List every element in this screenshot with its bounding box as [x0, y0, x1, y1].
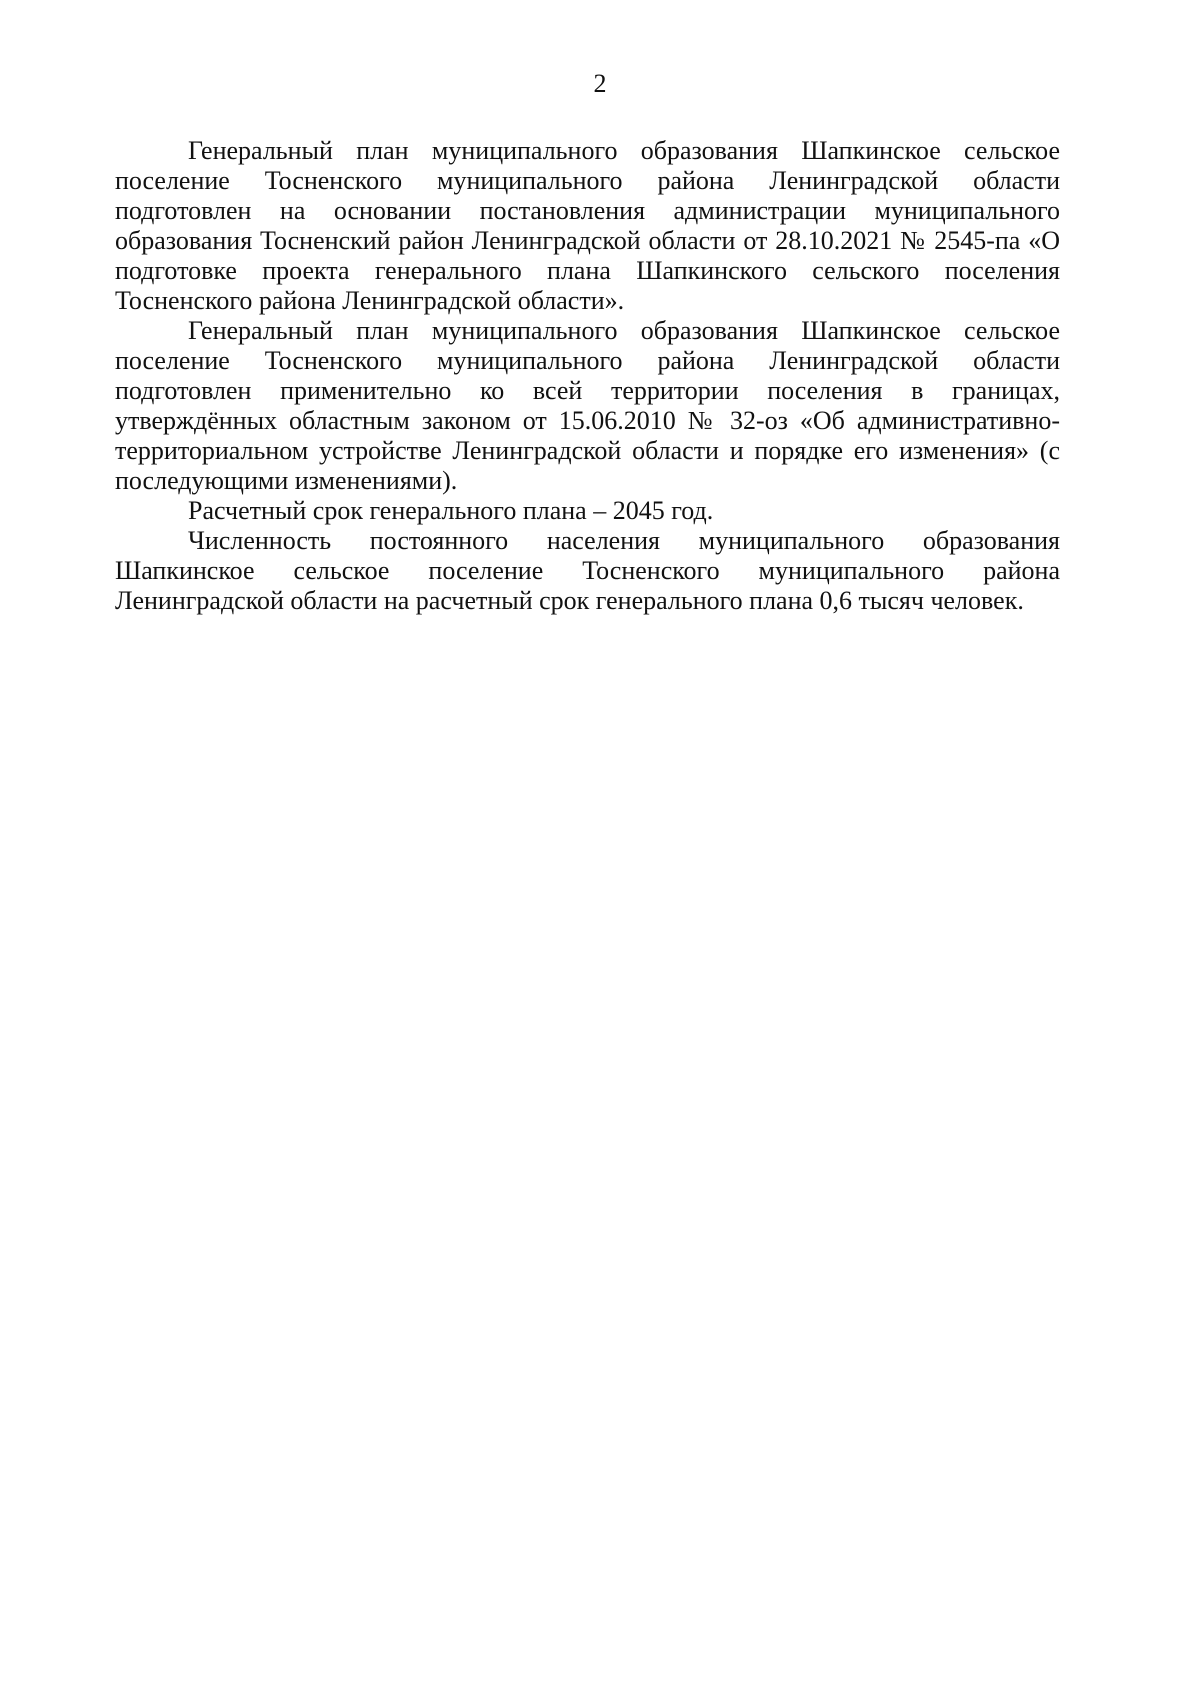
- page-number: 2: [593, 69, 607, 98]
- paragraph-term: Расчетный срок генерального плана – 2045 год.: [188, 496, 714, 525]
- body-text: [115, 136, 1060, 616]
- paragraph-territory: Генеральный план муниципального образования Шапкинское сельское поселение Тосненского муниципального района Ленинградской области подготовлен применительно ко всей территории поселения в границах, утверждённых областным законом от 15.06.2010 № 32-оз «Об административно-территориальном устройстве Ленинградской области и порядке его изменения» (с последующими изменениями).: [115, 316, 1060, 495]
- paragraph-population: Численность постоянного населения муниципального образования Шапкинское сельское поселение Тосненского муниципального района Ленинградской области на расчетный срок генерального плана 0,6 тысяч человек.: [115, 526, 1060, 615]
- paragraph-basis: Генеральный план муниципального образования Шапкинское сельское поселение Тосненского муниципального района Ленинградской области подготовлен на основании постановления администрации муниципального образования Тосненский район Ленинградской области от 28.10.2021 № 2545-па «О подготовке проекта генерального плана Шапкинского сельского поселения Тосненского района Ленинградской области».: [115, 136, 1060, 315]
